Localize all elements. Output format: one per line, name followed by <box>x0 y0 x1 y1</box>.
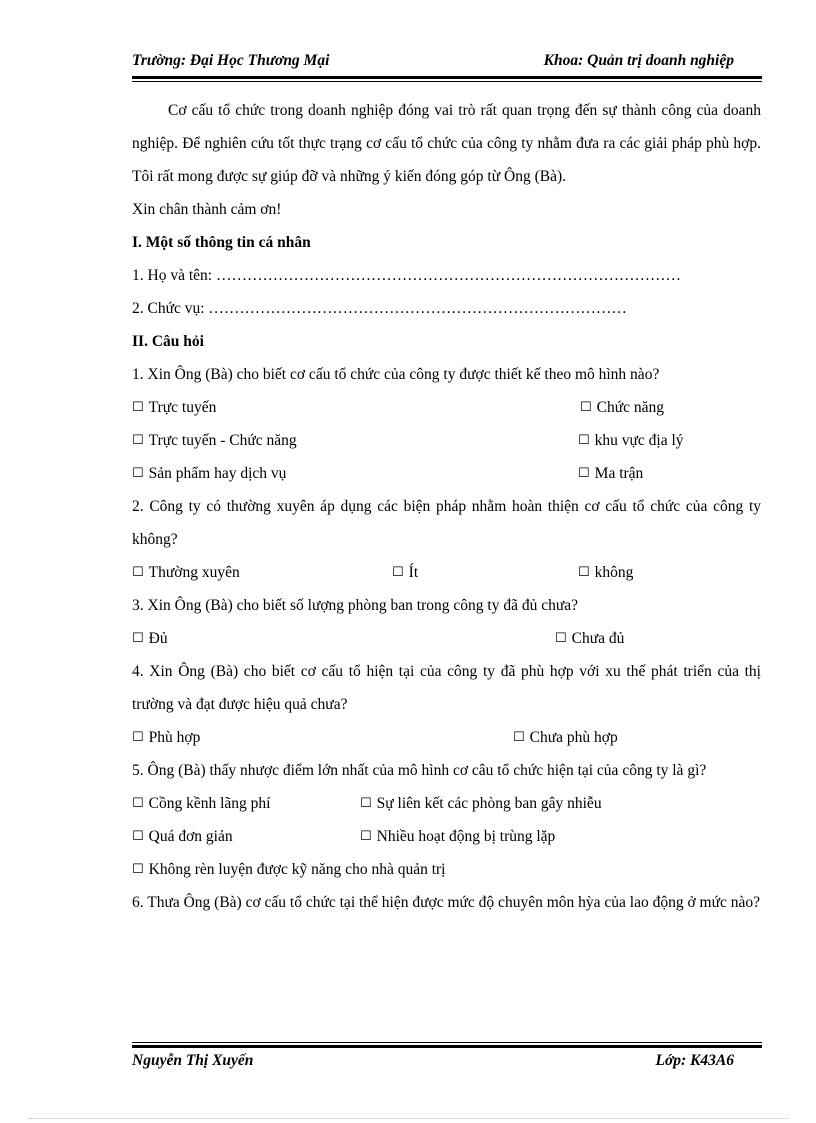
q2-option-1[interactable] <box>132 556 240 590</box>
option-label: Chưa phù hợp <box>529 729 618 746</box>
checkbox-icon[interactable]: ☐ <box>132 829 144 844</box>
option-label: Ma trận <box>594 465 644 482</box>
option-label: Chưa đủ <box>571 630 625 647</box>
q1-option-1[interactable] <box>132 391 216 425</box>
option-label: Trực tuyến <box>148 399 217 416</box>
q1-row-2 <box>132 424 761 457</box>
document-body <box>132 94 761 919</box>
q5-row-2 <box>132 820 761 853</box>
q5-option-3[interactable] <box>132 820 233 854</box>
q1-option-4[interactable] <box>578 424 684 458</box>
q3-option-1[interactable] <box>132 622 168 656</box>
page-footer <box>132 1052 762 1074</box>
position-field: 2. Chức vụ: ……………………………………………………………………… <box>132 300 627 317</box>
checkbox-icon[interactable]: ☐ <box>132 631 144 646</box>
checkbox-icon[interactable]: ☐ <box>360 829 372 844</box>
q5-option-1[interactable] <box>132 787 271 821</box>
option-label: Không rèn luyện được kỹ năng cho nhà quản trị <box>148 861 446 878</box>
q3-row <box>132 622 761 655</box>
option-label: khu vực địa lý <box>594 432 684 449</box>
q4-row <box>132 721 761 754</box>
option-label: Đủ <box>148 630 168 647</box>
thanks-line: Xin chân thành cảm ơn! <box>132 201 282 218</box>
q5-row-3 <box>132 853 761 886</box>
q5-option-2[interactable] <box>360 787 602 821</box>
checkbox-icon[interactable]: ☐ <box>132 565 144 580</box>
checkbox-icon[interactable]: ☐ <box>580 400 592 415</box>
option-label: Sự liên kết các phòng ban gây nhiễu <box>376 795 602 812</box>
q1-option-3[interactable] <box>132 424 297 458</box>
question-1: 1. Xin Ông (Bà) cho biết cơ cấu tổ chức của công ty được thiết kế theo mô hình nào? <box>132 366 660 383</box>
header-rule-thin <box>132 81 762 82</box>
checkbox-icon[interactable]: ☐ <box>578 565 590 580</box>
checkbox-icon[interactable]: ☐ <box>132 466 144 481</box>
option-label: Trực tuyến - Chức năng <box>148 432 297 449</box>
q4-option-1[interactable] <box>132 721 200 755</box>
option-label: Cồng kềnh lãng phí <box>148 795 271 812</box>
q5-row-1 <box>132 787 761 820</box>
intro-paragraph: Cơ cấu tổ chức trong doanh nghiệp đóng vai trò rất quan trọng đến sự thành công của doanh nghiệp. Để nghiên cứu tốt thực trạng cơ cấu tổ chức của công ty nhằm đưa ra các giải pháp phù hợp. Tôi rất mong được sự giúp đỡ và những ý kiến đóng góp từ Ông (Bà). <box>132 102 761 185</box>
checkbox-icon[interactable]: ☐ <box>555 631 567 646</box>
q2-option-3[interactable] <box>578 556 633 590</box>
footer-author: Nguyễn Thị Xuyến <box>132 1052 254 1069</box>
checkbox-icon[interactable]: ☐ <box>392 565 404 580</box>
footer-class: Lớp: K43A6 <box>655 1052 734 1069</box>
q2-row <box>132 556 761 589</box>
checkbox-icon[interactable]: ☐ <box>513 730 525 745</box>
q1-option-5[interactable] <box>132 457 286 491</box>
option-label: Chức năng <box>596 399 665 416</box>
checkbox-icon[interactable]: ☐ <box>360 796 372 811</box>
section1-title: I. Một số thông tin cá nhân <box>132 234 311 251</box>
question-3: 3. Xin Ông (Bà) cho biết số lượng phòng ban trong công ty đã đủ chưa? <box>132 597 578 614</box>
q5-option-4[interactable] <box>360 820 555 854</box>
q1-row-3 <box>132 457 761 490</box>
q4-option-2[interactable] <box>513 721 618 755</box>
checkbox-icon[interactable]: ☐ <box>132 730 144 745</box>
option-label: Phù hợp <box>148 729 201 746</box>
option-label: Nhiều hoạt động bị trùng lặp <box>376 828 556 845</box>
header-rule-thick <box>132 76 762 79</box>
page-bottom-divider <box>28 1118 788 1119</box>
question-2: 2. Công ty có thường xuyên áp dụng các biện pháp nhằm hoàn thiện cơ cấu tổ chức của công ty không? <box>132 498 761 548</box>
q1-option-2[interactable] <box>580 391 664 425</box>
q5-option-5[interactable] <box>132 853 445 887</box>
option-label: Sản phẩm hay dịch vụ <box>148 465 287 482</box>
header-school: Trường: Đại Học Thương Mại <box>132 52 330 69</box>
checkbox-icon[interactable]: ☐ <box>578 466 590 481</box>
checkbox-icon[interactable]: ☐ <box>132 862 144 877</box>
question-5: 5. Ông (Bà) thấy nhược điểm lớn nhất của mô hình cơ câu tổ chức hiện tại của công ty là gì? <box>132 762 707 779</box>
q1-option-6[interactable] <box>578 457 643 491</box>
option-label: Thường xuyên <box>148 564 240 581</box>
checkbox-icon[interactable]: ☐ <box>132 433 144 448</box>
section2-title: II. Câu hỏi <box>132 333 204 350</box>
option-label: Ít <box>408 564 419 581</box>
checkbox-icon[interactable]: ☐ <box>132 400 144 415</box>
q2-option-2[interactable] <box>392 556 418 590</box>
name-field: 1. Họ và tên: ……………………………………………………………………………… <box>132 267 681 284</box>
option-label: Quá đơn giản <box>148 828 233 845</box>
q1-row-1 <box>132 391 761 424</box>
question-4: 4. Xin Ông (Bà) cho biết cơ cấu tổ hiện tại của công ty đã phù hợp với xu thế phát triển của thị trường và đạt được hiệu quả chưa? <box>132 663 761 713</box>
option-label: không <box>594 564 634 581</box>
checkbox-icon[interactable]: ☐ <box>132 796 144 811</box>
page-header <box>132 52 762 74</box>
checkbox-icon[interactable]: ☐ <box>578 433 590 448</box>
footer-rule-thin <box>132 1042 762 1043</box>
question-6: 6. Thưa Ông (Bà) cơ cấu tổ chức tại thể hiện được mức độ chuyên môn hỳa của lao động ở mức nào? <box>132 894 760 911</box>
footer-rule-thick <box>132 1045 762 1048</box>
header-faculty: Khoa: Quản trị doanh nghiệp <box>543 52 734 69</box>
q3-option-2[interactable] <box>555 622 624 656</box>
